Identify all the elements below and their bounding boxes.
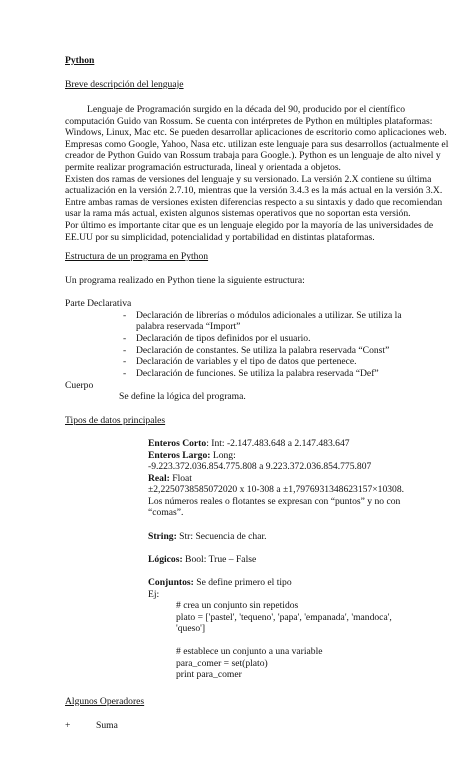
bullet-dash: -	[123, 333, 127, 344]
paragraph-line: Existen dos ramas de versiones del lenguaje y su versionado. La versión 2.X contiene su última	[65, 173, 432, 185]
paragraph-line: Windows, Linux, Mac etc. Se pueden desarrollar aplicaciones de escritorio como aplicaciones web.	[65, 127, 447, 139]
code-line: 'queso']	[176, 623, 206, 634]
type-real	[148, 473, 192, 485]
cuerpo-text: Se define la lógica del programa.	[119, 391, 246, 402]
bullet-dash: -	[123, 310, 127, 321]
code-line: plato = ['pastel', 'tequeno', 'papa', 'empanada', 'mandoca',	[176, 612, 392, 623]
parte-declarativa-label: Parte Declarativa	[65, 298, 132, 309]
paragraph-line: Por último es importante citar que es un lenguaje elegido por la mayoría de las universidades de	[65, 219, 434, 231]
section-heading-description: Breve descripción del lenguaje	[65, 79, 184, 90]
type-label: Lógicos:	[148, 554, 183, 565]
type-label: String:	[148, 531, 177, 542]
bullet-dash: -	[123, 368, 127, 379]
bullet-dash: -	[123, 356, 127, 367]
bullet-dash: -	[123, 345, 127, 356]
code-line: # crea un conjunto sin repetidos	[176, 600, 299, 611]
example-label: Ej:	[148, 589, 160, 600]
type-enteros-largo	[148, 450, 236, 462]
paragraph-line: usar la rama más actual, existen algunos sistemas operativos que no soportan esta versión.	[65, 208, 411, 220]
type-conjuntos	[148, 577, 292, 589]
bullet-item: Declaración de tipos definidos por el usuario.	[136, 333, 311, 344]
bullet-item: Declaración de variables y el tipo de datos que pertenece.	[136, 356, 357, 367]
type-logicos	[148, 554, 256, 566]
section-heading-structure: Estructura de un programa en Python	[65, 251, 209, 262]
type-desc: Str: Secuencia de char.	[176, 531, 267, 542]
code-line: # establece un conjunto a una variable	[176, 646, 323, 657]
type-string	[148, 531, 267, 543]
bullet-item: Declaración de funciones. Se utiliza la palabra reservada “Def”	[136, 368, 379, 379]
section-heading-operators: Algunos Operadores	[65, 696, 145, 707]
bullet-item-cont: palabra reservada “Import”	[136, 321, 241, 332]
section-heading-types: Tipos de datos principales	[65, 415, 166, 426]
code-line: para_comer = set(plato)	[176, 658, 268, 669]
type-label: Enteros Largo:	[148, 450, 211, 461]
paragraph-line: computación Guido van Rossum. Se cuenta con intérpretes de Python en múltiples plataformas:	[65, 115, 433, 127]
type-note: Los números reales o flotantes se expresan con “puntos” y no con	[148, 496, 401, 507]
bullet-item: Declaración de constantes. Se utiliza la palabra reservada “Const”	[136, 345, 390, 356]
paragraph-line: permite realizar programación estructurada, lineal y orientada a objetos.	[65, 161, 341, 173]
paragraph-line: Lenguaje de Programación surgido en la década del 90, producido por el científico	[87, 104, 405, 115]
paragraph-line: creador de Python Guido van Rossum trabaja para Google.). Python es un lenguaje de alto nivel y	[65, 150, 441, 162]
page-title: Python	[65, 55, 95, 66]
type-desc: Float	[169, 473, 192, 484]
paragraph-line: EE.UU por su simplicidad, potencialidad y portabilidad en distintas plataformas.	[65, 231, 375, 243]
type-label: Conjuntos:	[148, 577, 194, 588]
paragraph-line: Empresas como Google, Yahoo, Nasa etc. utilizan este lenguaje para sus desarrollos (actualmente el	[65, 138, 449, 150]
type-range: -9.223.372.036.854.775.808 a 9.223.372.036.854.775.807	[148, 461, 372, 472]
cuerpo-label: Cuerpo	[65, 380, 94, 391]
type-range: ±2,2250738585072020 x 10-308 a ±1,7976931348623157×10308.	[148, 484, 405, 495]
type-desc: Se define primero el tipo	[193, 577, 292, 588]
operator-symbol: +	[65, 720, 71, 731]
paragraph-line: actualización en la versión 2.7.10, mientras que la versión 3.4.3 es la más actual en la versión 3.X.	[65, 185, 443, 197]
bullet-item: Declaración de librerías o módulos adicionales a utilizar. Se utiliza la	[136, 310, 402, 321]
type-desc: Long:	[210, 450, 236, 461]
paragraph-line: Entre ambas ramas de versiones existen diferencias respecto a su sintaxis y dado que recomiendan	[65, 196, 443, 208]
type-desc: : Int: -2.147.483.648 a 2.147.483.647	[206, 438, 350, 449]
description-paragraph	[65, 104, 449, 243]
type-desc: Bool: True – False	[182, 554, 257, 565]
code-line: print para_comer	[176, 669, 242, 680]
type-label: Enteros Corto	[148, 438, 207, 449]
type-note: “comas”.	[148, 507, 184, 518]
type-enteros-corto	[148, 438, 350, 450]
type-label: Real:	[148, 473, 170, 484]
structure-intro: Un programa realizado en Python tiene la siguiente estructura:	[65, 275, 305, 286]
operator-name: Suma	[96, 720, 118, 731]
